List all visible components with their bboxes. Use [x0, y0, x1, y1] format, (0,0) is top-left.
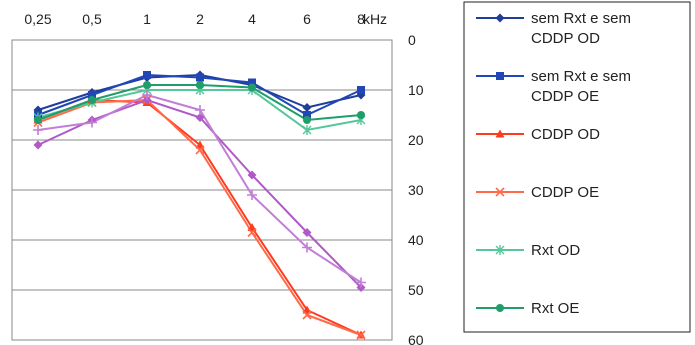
data-point-s6-3	[143, 81, 151, 89]
data-point-s6-4	[196, 81, 204, 89]
legend-label-2: sem Rxt e sem CDDP OE	[531, 68, 632, 105]
x-tick-label: 4	[248, 11, 256, 27]
series-line-4	[38, 100, 361, 335]
data-point-s6-2	[88, 96, 96, 104]
series-line-3	[38, 100, 361, 335]
legend-box	[464, 2, 690, 332]
legend-swatch-marker	[496, 72, 504, 80]
y-tick-label: 30	[408, 182, 424, 198]
y-tick-label: 0	[408, 32, 416, 48]
x-tick-label: 0,5	[82, 11, 102, 27]
data-point-s2-4	[196, 74, 204, 82]
x-tick-label: 0,25	[24, 11, 52, 27]
data-point-s8-7	[356, 278, 366, 288]
data-point-s8-4	[195, 105, 205, 115]
x-tick-label: 1	[143, 11, 151, 27]
data-point-s2-3	[143, 71, 151, 79]
y-tick-label: 20	[408, 132, 424, 148]
y-tick-label: 50	[408, 282, 424, 298]
data-point-s6-5	[248, 84, 256, 92]
y-tick-label: 60	[408, 332, 424, 345]
y-axis-ticks	[408, 32, 424, 345]
x-tick-label: 2	[196, 11, 204, 27]
y-tick-label: 40	[408, 232, 424, 248]
legend-label-5: Rxt OD	[531, 242, 581, 259]
legend-label-3: CDDP OD	[531, 126, 600, 143]
y-tick-label: 10	[408, 82, 424, 98]
legend-swatch-marker	[496, 304, 504, 312]
data-point-s6-6	[303, 116, 311, 124]
data-point-s1-6	[303, 103, 312, 112]
legend	[464, 2, 690, 332]
x-tick-label: 8	[357, 11, 365, 27]
x-axis-ticks	[24, 11, 387, 27]
data-point-s6-1	[34, 116, 42, 124]
series-line-8	[38, 95, 361, 283]
data-point-s2-7	[357, 86, 365, 94]
x-tick-label: 6	[303, 11, 311, 27]
x-axis-unit: kHz	[362, 11, 388, 27]
legend-label-6: Rxt OE	[531, 300, 580, 317]
data-point-s6-7	[357, 111, 365, 119]
legend-label-4: CDDP OE	[531, 184, 600, 201]
data-point-s7-1	[34, 141, 43, 150]
legend-label-1: sem Rxt e sem CDDP OD	[531, 10, 632, 47]
